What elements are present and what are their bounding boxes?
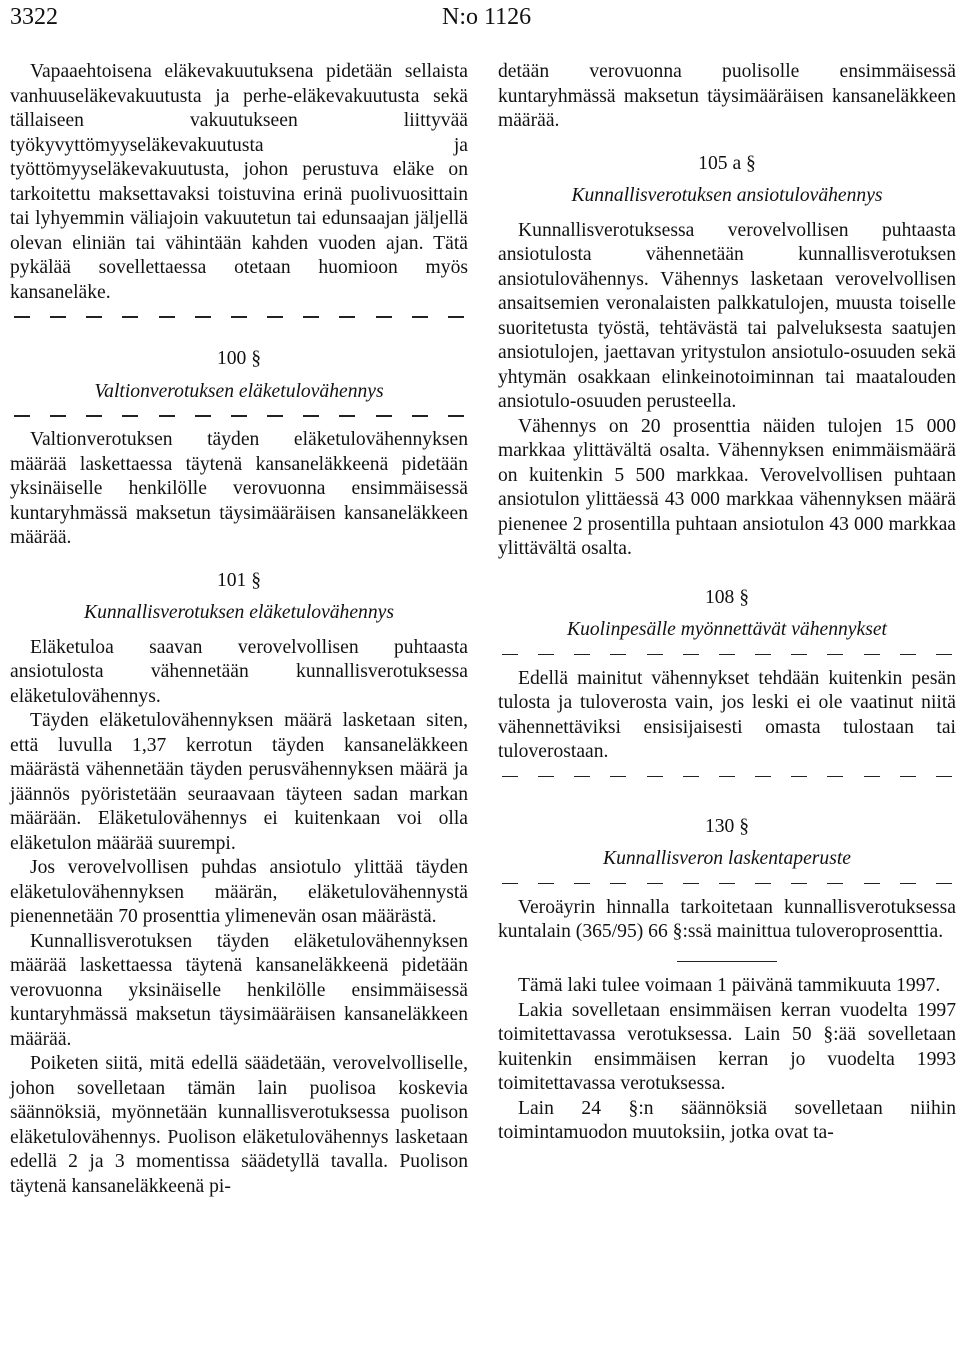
left-column bbox=[10, 60, 468, 1199]
section-101-title: Kunnallisverotuksen eläketulovähennys bbox=[84, 602, 394, 623]
section-108-number: 108 § bbox=[704, 586, 750, 608]
omission-dashes bbox=[498, 765, 956, 789]
section-101-paragraph-2: Täyden eläketulovähennyksen määrä lasketaan siten, että luvulla 1,37 kerrotun täyden kansaneläkkeen määrästä vähennetään täyden perusvähennyksen määrä ja jäännös pyöristetään seuraavaan täyteen sadan markan määrään. Eläketulovähennys ei kuitenkaan voi olla eläketulon määrää suurempi. bbox=[10, 710, 468, 854]
omission-dashes bbox=[10, 404, 468, 428]
section-100-number: 100 § bbox=[216, 348, 262, 369]
section-101-number: 101 § bbox=[216, 569, 262, 591]
page-number: 3322 bbox=[10, 4, 58, 30]
section-108-paragraph: Edellä mainitut vähennykset tehdään kuitenkin pesän tulosta ja tuloverosta vain, jos leski ei ole vaatinut niitä vähennettäviksi ensisijaisesti omasta tulostaan tai tuloverostaan. bbox=[498, 667, 956, 762]
page-header bbox=[10, 0, 950, 30]
intro-paragraph: Vapaaehtoisena eläkevakuutuksena pidetään sellaista vanhuuseläkevakuutusta ja perhe-eläkevakuutusta sekä tällaiseen vakuutukseen liittyvää työkyvyttömyyseläkevakuutusta ja työttömyyseläkevakuutusta, johon perustuva eläke on tarkoitettu maksettavaksi toistuvina erinä puolivuosittain tai lyhyemmin väliajoin vakuutetun tai edunsaajan jäljellä olevan eliniän tai vähintään kahden vuoden ajan. Tätä pykälää sovellettaessa otetaan huomioon myös kansaneläke. bbox=[10, 61, 468, 303]
final-paragraph-1: Tämä laki tulee voimaan 1 päivänä tammikuuta 1997. bbox=[518, 975, 941, 996]
section-105a-number: 105 a § bbox=[698, 152, 756, 174]
right-column bbox=[498, 60, 956, 1146]
section-105a-paragraph-1: Kunnallisverotuksessa verovelvollisen puhtaasta ansiotulosta vähennetään kunnallisverotuksen ansiotulovähennys. Vähennys lasketaan verovelvollisen ansaitsemien veronalaisten palkkatulojen, muusta toiselle suoritetusta työstä, tehtävästä tai palveluksesta saatujen ansiotulojen, jaettavan yritystulon ansiotulo-osuuden sekä yhtymän osakkaan elinkeinotoiminnan tai maatalouden ansiotulo-osuuden perusteella. bbox=[498, 219, 956, 412]
section-100-paragraph: Valtionverotuksen täyden eläketulovähennyksen määrää laskettaessa täytenä kansaneläkkeenä pidetään yksinäiselle henkilölle verovuonna ensimmäisessä kuntaryhmässä maksetun täysimääräisen kansaneläkkeen määrää. bbox=[10, 429, 468, 548]
divider-rule bbox=[677, 961, 777, 963]
final-paragraph-2: Lakia sovelletaan ensimmäisen kerran vuodelta 1997 toimitettavassa verotuksessa. Lain 50 §:ää sovelletaan kuitenkin ensimmäisen kerran jo vuodelta 1993 toimitettavassa verotuksessa. bbox=[498, 999, 956, 1094]
final-paragraph-3: Lain 24 §:n säännöksiä sovelletaan niihin toimintamuodon muutoksiin, jotka ovat ta- bbox=[498, 1097, 956, 1143]
section-100-title: Valtionverotuksen eläketulovähennys bbox=[94, 380, 384, 402]
section-101-paragraph-5: Poiketen siitä, mitä edellä säädetään, verovelvolliselle, johon sovelletaan tämän lain puolisoa koskevia säännöksiä, myönnetään kunnallisverotuksessa puolison eläketulovähennys. Puolison eläketulovähennys lasketaan edellä 2 ja 3 momentissa säädetyllä tavalla. Puolison täytenä kansaneläkkeenä pi- bbox=[10, 1053, 468, 1197]
section-130-title: Kunnallisveron laskentaperuste bbox=[603, 848, 851, 869]
section-101-paragraph-3: Jos verovelvollisen puhdas ansiotulo ylittää täyden eläketulovähennyksen määrän, eläketulovähennystä pienennetään 70 prosenttia ylimenevän osan määrästä. bbox=[10, 857, 468, 927]
section-101-paragraph-4: Kunnallisverotuksen täyden eläketulovähennyksen määrää laskettaessa täytenä kansaneläkkeenä pidetään verovuonna yksinäiselle henkilölle ensimmäisessä kuntaryhmässä maksetun täysimääräisen kansaneläkkeen määrää. bbox=[10, 930, 468, 1050]
omission-dashes bbox=[498, 872, 956, 896]
section-130-paragraph: Veroäyrin hinnalla tarkoitetaan kunnallisverotuksessa kuntalain (365/95) 66 §:ssä mainittua tuloveroprosenttia. bbox=[498, 896, 956, 942]
omission-dashes bbox=[498, 643, 956, 667]
section-108-title: Kuolinpesälle myönnettävät vähennykset bbox=[567, 619, 887, 640]
section-101-paragraph-1: Eläketuloa saavan verovelvollisen puhtaasta ansiotulosta vähennetään kunnallisverotuksessa eläketulovähennys. bbox=[10, 636, 468, 707]
section-130-number: 130 § bbox=[704, 815, 750, 837]
section-105a-title: Kunnallisverotuksen ansiotulovähennys bbox=[571, 185, 883, 206]
omission-dashes bbox=[10, 305, 468, 329]
issue-number: N:o 1126 bbox=[442, 4, 532, 30]
continued-paragraph: detään verovuonna puolisolle ensimmäisessä kuntaryhmässä maksetun täysimääräisen kansaneläkkeen määrää. bbox=[498, 61, 956, 131]
section-105a-paragraph-2: Vähennys on 20 prosenttia näiden tulojen 15 000 markkaa ylittävältä osalta. Vähennyksen enimmäismäärä on kuitenkin 5 500 markkaa. Verovelvollisen puhtaan ansiotulon ylittäessä 43 000 markkaa vähennyksen määrä pienenee 2 prosentilla puhtaan ansiotulon 43 000 markkaa ylittävältä osalta. bbox=[498, 415, 956, 559]
